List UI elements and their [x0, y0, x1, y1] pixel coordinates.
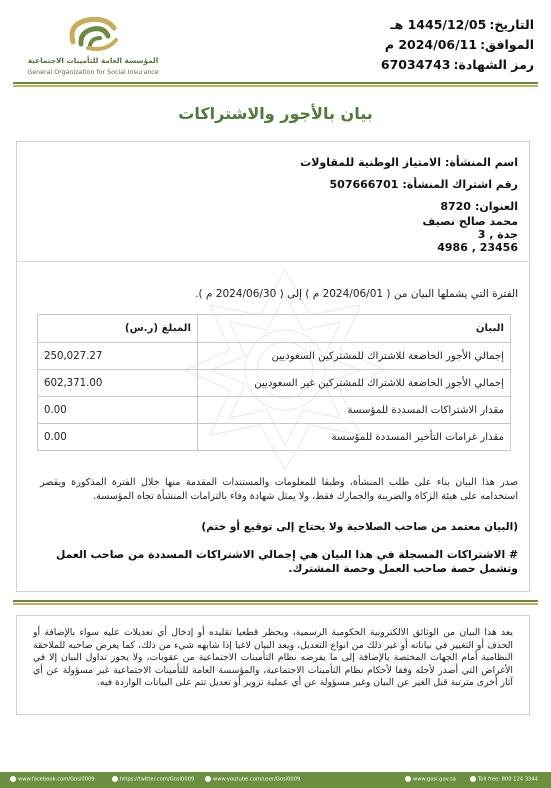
table-row: [38, 424, 511, 451]
footer-youtube[interactable]: [205, 776, 300, 783]
subscription-number-label: رقم اشتراك المنشأة:: [402, 178, 518, 191]
facebook-link[interactable]: www.facebook.com/Gosi0009: [18, 776, 95, 783]
date-value: 1445/12/05 هـ: [390, 17, 487, 32]
row-amount: 0.00: [38, 424, 198, 451]
date-row: [284, 15, 534, 35]
footer-facebook[interactable]: [10, 776, 95, 783]
website-link[interactable]: www.gosi.gov.sa: [413, 776, 456, 783]
gosi-emblem-icon: [18, 14, 168, 56]
phone-icon: [470, 776, 476, 782]
address-line: 8720: [440, 200, 471, 213]
youtube-link[interactable]: www.youtube.com/user/Gosi0009: [213, 776, 301, 783]
logo-arabic-text: المؤسسة العامة للتأمينات الاجتماعية: [27, 56, 159, 65]
row-amount: 602,371.00: [38, 370, 198, 397]
address-label: العنوان:: [474, 200, 518, 213]
disclaimer-text: يعد هذا البيان من الوثائق الالكترونية الحكومية الرسمية، ويحظر قطعيا تقليده أو إدخال أي تعديلات عليه سواء بالإضافة أو الحذف أو التغيير في بياناته أو غير ذلك من انواع التعديل، ويعد البيان لاغيا إذا شابهه شيء من ذلك، كما يعرض صاحبه للملاحقة النظامية أمام الجهات المختصة بالإضافة إلى ما يفرضه نظام التأمينات الاجتماعية من عقوبات، ولا يجوز تداول البيان إلا في الأغراض التي أصدر لأجله وفقا لأحكام نظام التأمينات الاجتماعية، والمؤسسة العامة للتأمينات الاجتماعية غير مسؤولة عن أي آثار أخرى مترتبة قبل الغير عن البيان وغير مسؤولة عن أي عملية تزوير أو تعديل تتم على البيانات الواردة فيه.: [33, 627, 513, 689]
address-line: جدة , 3: [477, 228, 518, 241]
youtube-icon: [205, 776, 211, 782]
row-amount: 250,027.27: [38, 343, 198, 370]
disclaimer-box: [16, 615, 530, 715]
establishment-info: [78, 155, 518, 254]
twitter-icon: [112, 776, 118, 782]
column-header-statement: البيان: [198, 315, 511, 343]
facebook-icon: [10, 776, 16, 782]
address-line: 23456 , 4986: [437, 241, 518, 254]
gosi-logo: [18, 14, 168, 76]
table-header-row: [38, 315, 511, 343]
table-row: [38, 370, 511, 397]
establishment-name-label: اسم المنشأة:: [444, 156, 518, 169]
globe-icon: [405, 776, 411, 782]
subscription-number-row: [78, 177, 518, 193]
approval-note: (البيان معتمد من صاحب الصلاحية ولا يحتاج إلى توقيع أو ختم): [201, 521, 518, 533]
statement-period: الفترة التي يشملها البيان من ( 2024/06/01 م ) إلى ( 2024/06/30 م ).: [195, 288, 518, 300]
footer-website[interactable]: [405, 776, 456, 783]
gregorian-date-label: الموافق:: [480, 37, 534, 52]
table-row: [38, 343, 511, 370]
certificate-code-value: 67034743: [380, 57, 451, 72]
document-meta: [284, 15, 534, 75]
footer-bar: [0, 772, 551, 788]
footer-twitter[interactable]: [112, 776, 194, 783]
column-header-amount: المبلغ (ر.س): [38, 315, 198, 343]
establishment-name-row: [78, 155, 518, 171]
row-label: مقدار غرامات التأخير المسددة للمؤسسة: [198, 424, 511, 451]
usage-note: صدر هذا البيان بناء على طلب المنشأة، وطبقا للمعلومات والمستندات المقدمة منها خلال الفترة المذكورة ويقصر استخدامه على هيئة الزكاة والضريبة والجمارك فقط، ولا يمثل شهادة وفاء بالتزامات المنشأة تجاه المؤسسة.: [40, 477, 518, 502]
twitter-link[interactable]: https://twitter.com/Gosi0009: [120, 776, 195, 783]
date-label: التاريخ:: [489, 17, 534, 32]
row-label: إجمالي الأجور الخاضعة للاشتراك للمشتركين السعوديين: [198, 343, 511, 370]
certificate-code-label: رمز الشهادة:: [453, 57, 534, 72]
footer-phone: [470, 776, 538, 783]
logo-english-text: General Organization for Social Insurance: [27, 69, 159, 76]
row-amount: 0.00: [38, 397, 198, 424]
row-label: مقدار الاشتراكات المسددة للمؤسسة: [198, 397, 511, 424]
subscription-number-value: 507666701: [329, 178, 399, 191]
disclaimer-divider: [13, 600, 538, 605]
document-title: بيان بالأجور والاشتراكات: [178, 104, 373, 123]
header-divider: [13, 82, 538, 87]
address-line: محمد صالح نصيف: [422, 215, 518, 228]
gregorian-date-value: 2024/06/11 م: [384, 37, 478, 52]
phone-number: Toll free: 800 124 3344: [478, 776, 538, 783]
table-row: [38, 397, 511, 424]
establishment-name-value: الامتياز الوطنية للمقاولات: [300, 156, 441, 169]
address-row: [78, 199, 518, 215]
amounts-table: [37, 314, 511, 451]
gregorian-date-row: [284, 35, 534, 55]
contributions-note: # الاشتراكات المسجلة في هذا البيان هي إجمالي الاشتراكات المسددة من صاحب العمل وتشمل حصة صاحب العمل وحصة المشترك.: [56, 548, 518, 575]
row-label: إجمالي الأجور الخاضعة للاشتراك للمشتركين غير السعوديين: [198, 370, 511, 397]
certificate-code-row: [284, 55, 534, 75]
